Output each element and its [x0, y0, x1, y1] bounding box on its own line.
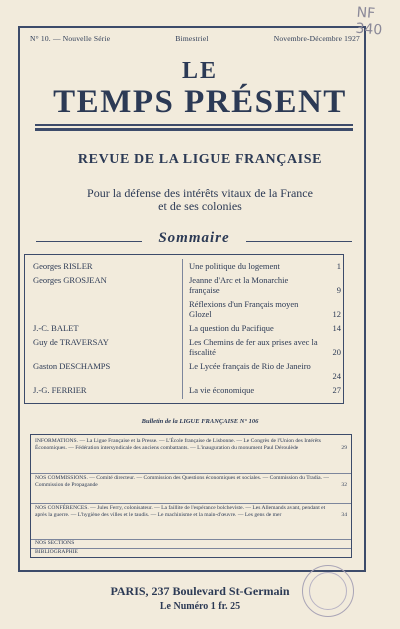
review-subtitle: REVUE DE LA LIGUE FRANÇAISE — [77, 152, 323, 167]
masthead-rule — [35, 124, 353, 126]
issue-number: N° 10. — Nouvelle Série — [30, 34, 111, 43]
toc-page: 27 — [332, 385, 341, 395]
bulletin-section-text: BIBLIOGRAPHIE — [35, 549, 78, 555]
toc-page: 1 — [336, 261, 341, 271]
handwritten-annotation — [355, 5, 397, 40]
toc-author: Georges GROSJEAN — [33, 275, 107, 285]
issue-frequency: Bimestriel — [175, 34, 209, 43]
bulletin-section-page: 34 — [341, 512, 347, 518]
bulletin-section — [35, 475, 347, 489]
bulletin-section-text: NOS CONFÉRENCES. — Jules Ferry, colonisateur. — La faillite de l'espérance bolcheviste. — Les Allemands avant, pendant et après la guerre. — L'hygiène des villes et le taudis. — Le machinisme et la main-d'œuvre. — Les gens de mer — [35, 505, 326, 518]
toc-title: Les Chemins de fer aux prises avec la fiscalité — [189, 337, 318, 357]
toc-divider — [182, 259, 183, 399]
bulletin-section-page: 29 — [341, 445, 347, 451]
toc-page: 12 — [332, 309, 341, 319]
masthead-title: TEMPS PRÉSENT — [53, 84, 347, 120]
library-stamp — [302, 565, 354, 617]
bulletin-section-page: 32 — [341, 482, 347, 488]
bulletin-divider — [31, 503, 351, 504]
masthead-rule-thick — [35, 128, 353, 131]
toc-title: Une politique du logement — [189, 261, 280, 271]
tagline-line: et de ses colonies — [158, 199, 242, 213]
tagline-line: Pour la défense des intérêts vitaux de la France — [87, 186, 313, 200]
issue-price: Le Numéro 1 fr. 25 — [159, 601, 241, 612]
bulletin-heading: Bulletin de la LIGUE FRANÇAISE N° 106 — [141, 418, 259, 425]
masthead-article: LE — [181, 58, 218, 84]
bulletin-contents — [30, 434, 352, 558]
toc-author: Guy de TRAVERSAY — [33, 337, 109, 347]
toc-page: 20 — [332, 347, 341, 357]
toc-author: J.-G. FERRIER — [33, 385, 87, 395]
bulletin-section-text: NOS SECTIONS — [35, 540, 75, 546]
toc-title: Réflexions d'un Français moyen Glozel — [189, 299, 299, 319]
issue-line — [30, 34, 360, 43]
handwriting-line: NF — [356, 4, 376, 22]
toc-title: Le Lycée français de Rio de Janeiro — [189, 361, 311, 371]
sommaire-header — [28, 230, 360, 248]
toc-page: 14 — [332, 323, 341, 333]
bulletin-section — [35, 505, 347, 519]
bulletin-section — [35, 549, 347, 556]
bulletin-section-text: INFORMATIONS. — La Ligue Française et la Presse. — L'École française de Lisbonne. — Le Congrès de l'Union des Intérêts Économiques. — Fédération intersyndicale des anciens combattants. — L'inauguration du monument Paul Déroulède — [35, 438, 321, 451]
toc-author: J.-C. BALET — [33, 323, 79, 333]
tagline — [0, 187, 400, 213]
toc-author: Gaston DESCHAMPS — [33, 361, 111, 371]
toc-title: La question du Pacifique — [189, 323, 274, 333]
issue-date: Novembre-Décembre 1927 — [273, 34, 360, 43]
handwriting-line: 340 — [354, 20, 383, 39]
table-of-contents — [24, 254, 344, 404]
bulletin-section-text: NOS COMMISSIONS. — Comité directeur. — Commission des Questions économiques et sociales. — Commission du Tradia. — Commission de Propagande — [35, 475, 329, 488]
publisher-address: PARIS, 237 Boulevard St-Germain — [110, 584, 290, 598]
toc-page: 24 — [332, 371, 341, 381]
bulletin-section — [35, 438, 347, 452]
toc-title: La vie économique — [189, 385, 255, 395]
sommaire-label: Sommaire — [158, 230, 230, 246]
bulletin-section — [35, 540, 347, 547]
toc-page: 9 — [336, 285, 341, 295]
bulletin-divider — [31, 473, 351, 474]
toc-author: Georges RISLER — [33, 261, 93, 271]
toc-title: Jeanne d'Arc et la Monarchie française — [189, 275, 289, 295]
